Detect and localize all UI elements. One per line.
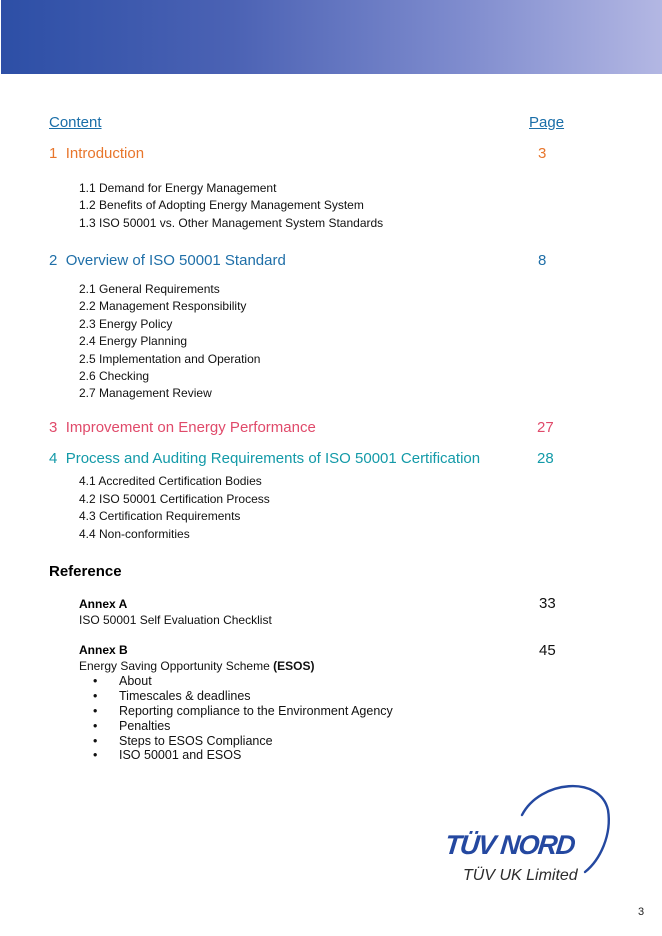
annex-a-page: 33 <box>539 595 556 612</box>
annex-b-subtitle <box>79 659 314 673</box>
section-title: Improvement on Energy Performance <box>65 419 316 436</box>
section-4-page: 28 <box>537 450 554 467</box>
toc-item[interactable]: 2.5 Implementation and Operation <box>79 352 261 366</box>
annex-b-page: 45 <box>539 642 556 659</box>
toc-item[interactable]: 2.4 Energy Planning <box>79 334 188 348</box>
bullet-icon: • <box>93 734 98 748</box>
list-item <box>93 689 251 703</box>
toc-item[interactable]: 4.3 Certification Requirements <box>79 509 241 523</box>
toc-item[interactable]: 4.1 Accredited Certification Bodies <box>79 474 262 488</box>
toc-item[interactable]: 1.2 Benefits of Adopting Energy Management System <box>79 198 364 212</box>
reference-heading: Reference <box>49 563 122 580</box>
section-1-page: 3 <box>538 145 547 162</box>
section-number: 2 <box>49 252 58 269</box>
header-banner <box>1 0 662 74</box>
toc-item[interactable]: 1.3 ISO 50001 vs. Other Management System Standards <box>79 216 384 230</box>
content-header: Content <box>49 114 102 131</box>
list-item <box>93 674 152 688</box>
annex-a-title[interactable]: Annex A <box>79 597 128 611</box>
section-number: 1 <box>49 145 58 162</box>
list-item <box>93 734 273 748</box>
list-item-text: Steps to ESOS Compliance <box>119 734 273 748</box>
annex-b-subtitle-abbr: (ESOS) <box>273 659 315 673</box>
section-1-heading[interactable] <box>49 145 144 162</box>
toc-item[interactable]: 2.7 Management Review <box>79 386 212 400</box>
annex-b-title[interactable]: Annex B <box>79 643 128 657</box>
page-header: Page <box>529 114 565 131</box>
section-3-page: 27 <box>537 419 554 436</box>
annex-b-subtitle-text: Energy Saving Opportunity Scheme <box>79 659 274 673</box>
list-item <box>93 704 393 718</box>
page-number: 3 <box>638 906 645 918</box>
list-item-text: Reporting compliance to the Environment Agency <box>119 704 393 718</box>
section-2-heading[interactable] <box>49 252 286 269</box>
section-2-page: 8 <box>538 252 547 269</box>
toc-item[interactable]: 2.1 General Requirements <box>79 282 220 296</box>
logo-subtitle: TÜV UK Limited <box>463 867 578 884</box>
toc-item[interactable]: 2.2 Management Responsibility <box>79 299 247 313</box>
toc-item[interactable]: 1.1 Demand for Energy Management <box>79 181 277 195</box>
bullet-icon: • <box>93 719 98 733</box>
toc-item[interactable]: 2.3 Energy Policy <box>79 317 173 331</box>
tuv-nord-logo <box>440 780 620 890</box>
bullet-icon: • <box>93 674 98 688</box>
bullet-icon: • <box>93 704 98 718</box>
toc-item[interactable]: 4.4 Non-conformities <box>79 527 190 541</box>
list-item <box>93 719 171 733</box>
bullet-icon: • <box>93 748 98 762</box>
logo-brand: TÜV NORD <box>443 830 576 860</box>
section-title: Overview of ISO 50001 Standard <box>65 252 286 269</box>
section-number: 4 <box>49 450 58 467</box>
list-item <box>93 748 242 762</box>
toc-item[interactable]: 4.2 ISO 50001 Certification Process <box>79 492 270 506</box>
section-title: Introduction <box>65 145 145 162</box>
bullet-icon: • <box>93 689 98 703</box>
list-item-text: Timescales & deadlines <box>119 689 251 703</box>
list-item-text: About <box>119 674 152 688</box>
toc-item[interactable]: 2.6 Checking <box>79 369 150 383</box>
section-number: 3 <box>49 419 58 436</box>
list-item-text: Penalties <box>119 719 171 733</box>
annex-a-subtitle: ISO 50001 Self Evaluation Checklist <box>79 613 272 627</box>
section-3-heading[interactable] <box>49 419 316 436</box>
section-4-heading[interactable] <box>49 450 480 467</box>
list-item-text: ISO 50001 and ESOS <box>119 748 242 762</box>
section-title: Process and Auditing Requirements of ISO 50001 Certification <box>65 450 481 467</box>
